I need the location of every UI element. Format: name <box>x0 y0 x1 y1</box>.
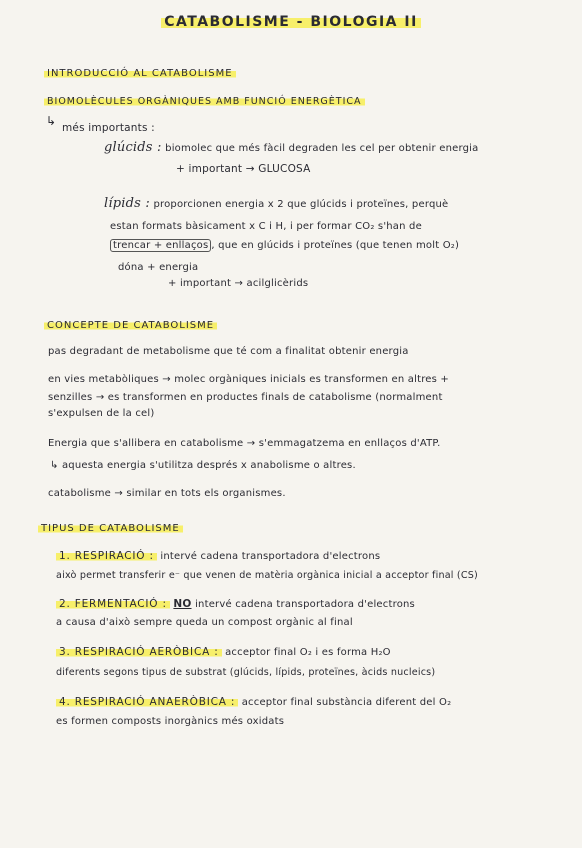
type-detail: a causa d'això sempre queda un compost orgànic al final <box>56 617 353 628</box>
type-detail: això permet transferir e⁻ que venen de matèria orgànica inicial a acceptor final (CS) <box>56 570 478 581</box>
type-item-respiracio-anaerobica: 4. RESPIRACIÓ ANAERÒBICA : acceptor final substància diferent del O₂ <box>56 696 451 708</box>
concept-line: pas degradant de metabolisme que té com a finalitat obtenir energia <box>48 346 409 357</box>
concept-line: s'expulsen de la cel) <box>48 408 155 419</box>
glucids-line: glúcids : biomolec que més fàcil degraden les cel per obtenir energia <box>104 140 479 155</box>
type-item-fermentacio: 2. FERMENTACIÓ : NO intervé cadena transportadora d'electrons <box>56 598 415 610</box>
lipids-line-1: lípids : proporcionen energia x 2 que glúcids i proteïnes, perquè <box>104 196 449 211</box>
page-title: CATABOLISME - BIOLOGIA II <box>0 14 582 30</box>
lipids-line-5: + important → acilglicèrids <box>168 278 309 289</box>
concept-line: ↳ aquesta energia s'utilitza després x anabolisme o altres. <box>50 460 356 471</box>
type-detail: es formen composts inorgànics més oxidats <box>56 716 285 727</box>
type-item-respiracio-aerobica: 3. RESPIRACIÓ AERÒBICA : acceptor final O₂ i es forma H₂O <box>56 646 391 658</box>
intro-lead: més importants : <box>62 122 155 134</box>
section-heading-concept: CONCEPTE DE CATABOLISME <box>44 320 217 331</box>
lipids-line-4: dóna + energia <box>118 262 199 273</box>
concept-line: catabolisme → similar en tots els organismes. <box>48 488 286 499</box>
return-arrow-icon: ↳ <box>46 114 57 128</box>
boxed-phrase: trencar + enllaços <box>110 239 211 252</box>
subheading-biomolecules: BIOMOLÈCULES ORGÀNIQUES AMB FUNCIÓ ENERGÈTICA <box>44 96 365 107</box>
section-heading-intro: INTRODUCCIÓ AL CATABOLISME <box>44 68 236 79</box>
section-heading-types: TIPUS DE CATABOLISME <box>38 523 183 534</box>
glucids-sub: + important → GLUCOSA <box>176 163 311 175</box>
type-item-respiracio: 1. RESPIRACIÓ : intervé cadena transportadora d'electrons <box>56 550 380 562</box>
concept-line: Energia que s'allibera en catabolisme → s'emmagatzema en enllaços d'ATP. <box>48 438 441 449</box>
lipids-line-2: estan formats bàsicament x C i H, i per formar CO₂ s'han de <box>110 221 422 232</box>
type-detail: diferents segons tipus de substrat (glúcids, lípids, proteïnes, àcids nucleics) <box>56 667 436 678</box>
concept-line: senzilles → es transformen en productes finals de catabolisme (normalment <box>48 392 443 403</box>
lipids-line-3: trencar + enllaços , que en glúcids i proteïnes (que tenen molt O₂) <box>110 240 459 251</box>
concept-line: en vies metabòliques → molec orgàniques inicials es transformen en altres + <box>48 374 450 385</box>
